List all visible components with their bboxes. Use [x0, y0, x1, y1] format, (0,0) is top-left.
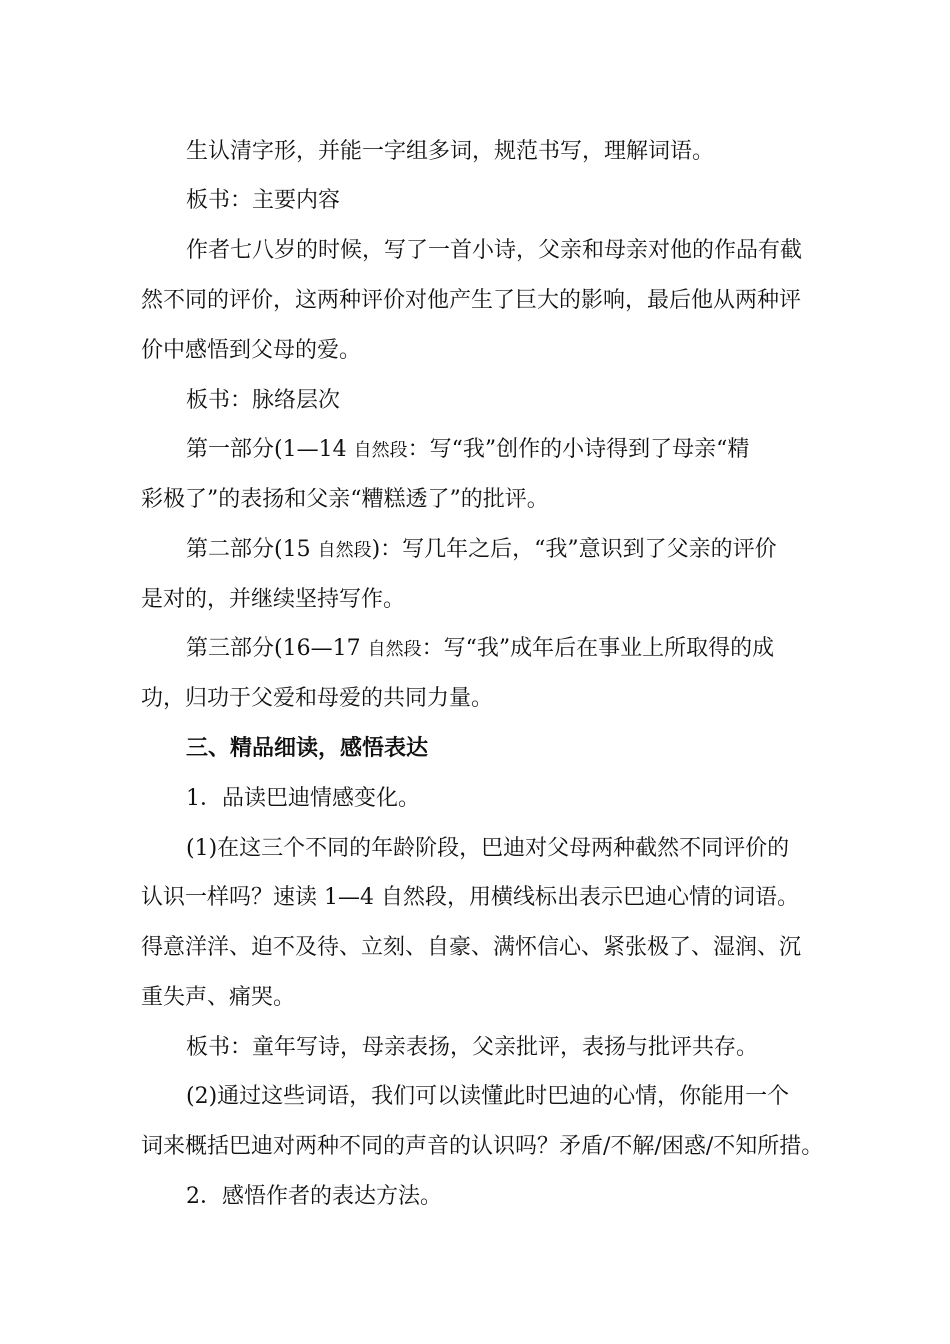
- part-three-line: [186, 634, 813, 665]
- part-three-label: 第三部分(16—17: [186, 636, 361, 661]
- text-line: 功，归功于父爱和母爱的共同力量。: [141, 686, 494, 711]
- part-two-text: )：写几年之后，“我”意识到了父亲的评价: [371, 537, 777, 562]
- paragraph-unit: 自然段: [317, 540, 372, 561]
- text-line: 价中感悟到父母的爱。: [141, 338, 362, 363]
- board-note-structure: 板书：脉络层次: [186, 388, 341, 413]
- part-two-label: 第二部分(15: [186, 537, 311, 562]
- subheading-2: 2．感悟作者的表达方法。: [186, 1184, 442, 1209]
- text-line: 彩极了”的表扬和父亲“糟糕透了”的批评。: [141, 487, 549, 512]
- paragraph-unit: 自然段: [367, 639, 422, 660]
- text-line: 作者七八岁的时候，写了一首小诗，父亲和母亲对他的作品有截: [186, 238, 803, 263]
- subheading-1: 1．品读巴迪情感变化。: [186, 786, 420, 811]
- board-note-main-content: 板书：主要内容: [186, 188, 341, 213]
- text-line: (2)通过这些词语，我们可以读懂此时巴迪的心情，你能用一个: [186, 1084, 790, 1109]
- board-note-childhood: 板书：童年写诗，母亲表扬，父亲批评，表扬与批评共存。: [186, 1035, 759, 1060]
- part-three-text: ：写“我”成年后在事业上所取得的成: [421, 636, 775, 661]
- part-two-line: [186, 535, 813, 566]
- text-line: 得意洋洋、迫不及待、立刻、自豪、满怀信心、紧张极了、湿润、沉: [141, 935, 802, 960]
- paragraph-unit: 自然段: [353, 440, 408, 461]
- text-line: 生认清字形，并能一字组多词，规范书写，理解词语。: [186, 139, 715, 164]
- section-heading: 三、精品细读，感悟表达: [186, 736, 429, 761]
- text-line: 认识一样吗？速读 1—4 自然段，用横线标出表示巴迪心情的词语。: [141, 885, 799, 910]
- text-line: 重失声、痛哭。: [141, 985, 296, 1010]
- part-one-text: ：写“我”创作的小诗得到了母亲“精: [407, 437, 750, 462]
- text-line: 然不同的评价，这两种评价对他产生了巨大的影响，最后他从两种评: [141, 288, 802, 313]
- part-one-line: [186, 435, 813, 466]
- text-line: 是对的，并继续坚持写作。: [141, 587, 406, 612]
- text-line: (1)在这三个不同的年龄阶段，巴迪对父母两种截然不同评价的: [186, 836, 790, 861]
- text-line: 词来概括巴迪对两种不同的声音的认识吗？矛盾/不解/困惑/不知所措。: [141, 1134, 824, 1159]
- part-one-label: 第一部分(1—14: [186, 437, 347, 462]
